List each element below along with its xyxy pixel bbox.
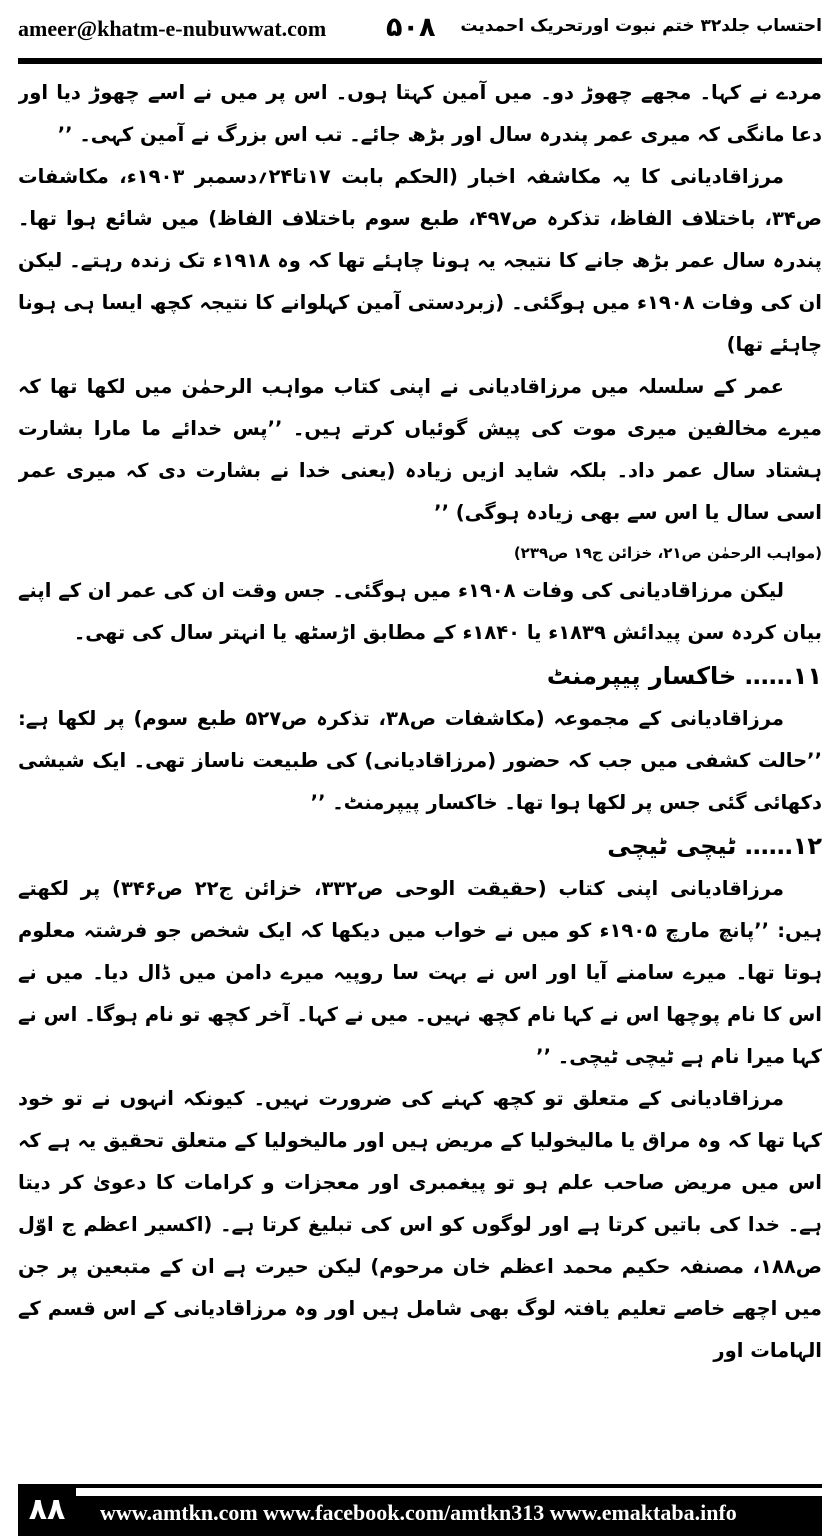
header-email: ameer@khatm-e-nubuwwat.com (18, 16, 327, 41)
paragraph-5: مرزاقادیانی کے مجموعہ (مکاشفات ص۳۸، تذکرہ ص۵۲۷ طبع سوم) پر لکھا ہے: ’’حالت کشفی میں جب کہ حضور (مرزاقادیانی) کی طبیعت ناساز تھی۔ ایک شیشی دکھائی گئی جس پر لکھا ہوا تھا۔ خاکسار پیپرمنٹ۔ ’’ (18, 707, 822, 814)
header-divider (18, 58, 822, 64)
paragraph-7: مرزاقادیانی کے متعلق تو کچھ کہنے کی ضرورت نہیں۔ کیونکہ انہوں نے تو خود کہا تھا کہ وہ مراق یا مالیخولیا کے مریض ہیں اور مالیخولیا کے متعلق تحقیق یہ ہے کہ اس میں مریض صاحب علم ہو تو پیغمبری اور معجزات و کرامات کا دعویٰ کر دیتا ہے۔ خدا کی باتیں کرتا ہے اور لوگوں کو اس کی تبلیغ کرتا ہے۔ (اکسیر اعظم ج اوّل ص۱۸۸، مصنفہ حکیم محمد اعظم خان مرحوم) لیکن حیرت ہے ان کے متبعین پر جن میں اچھے خاصے تعلیم یافتہ لوگ بھی شامل ہیں اور وہ مرزاقادیانی کے اس قسم کے الہامات اور (18, 1087, 822, 1362)
page-body (18, 72, 822, 1440)
section-heading-11: ۱۱…… خاکسار پیپرمنٹ (546, 662, 822, 690)
page-header (18, 10, 822, 54)
footer-links[interactable]: www.amtkn.com www.facebook.com/amtkn313 www.emaktaba.info (100, 1500, 737, 1525)
section-heading-12: ۱۲…… ٹیچی ٹیچی (607, 832, 822, 860)
paragraph-3: عمر کے سلسلہ میں مرزاقادیانی نے اپنی کتاب مواہب الرحمٰن میں لکھا تھا کہ میرے مخالفین میری موت کی پیش گوئیاں کرتے ہیں۔ ’’پس خدائے ما مارا بشارت ہشتاد سال عمر داد۔ بلکہ شاید ازیں زیادہ (یعنی خدا نے بشارت دی کہ میری عمر اسی سال یا اس سے بھی زیادہ ہوگی) ’’ (18, 375, 822, 524)
header-page-number: ۵۰۸ (386, 12, 436, 43)
header-title: احتساب جلد۳۲ ختم نبوت اورتحریک احمدیت (460, 16, 822, 36)
reference-citation: (مواہب الرحمٰن ص۲۱، خزائن ج۱۹ ص۲۳۹) (513, 544, 822, 562)
footer-page-number: ۸۸ (18, 1484, 76, 1536)
paragraph-1: مردے نے کہا۔ مجھے چھوڑ دو۔ میں آمین کہتا ہوں۔ اس پر میں نے اسے چھوڑ دیا اور دعا مانگی کہ میری عمر پندرہ سال اور بڑھ جائے۔ تب اس بزرگ نے آمین کہی۔ ’’ (18, 81, 822, 146)
paragraph-4: لیکن مرزاقادیانی کی وفات ۱۹۰۸ء میں ہوگئی۔ جس وقت ان کی عمر ان کے اپنے بیان کردہ سن پیدائش ۱۸۳۹ء یا ۱۸۴۰ء کے مطابق اڑسٹھ یا انہتر سال کی تھی۔ (18, 579, 822, 644)
paragraph-6: مرزاقادیانی اپنی کتاب (حقیقت الوحی ص۳۳۲، خزائن ج۲۲ ص۳۴۶) پر لکھتے ہیں: ’’پانچ مارچ ۱۹۰۵ء کو میں نے خواب میں دیکھا کہ ایک شخص جو فرشتہ معلوم ہوتا تھا۔ میرے سامنے آیا اور اس نے بہت سا روپیہ میرے دامن میں ڈال دیا۔ میں نے اس کا نام پوچھا اس نے کہا نام کچھ نہیں۔ میں نے کہا۔ آخر کچھ تو نام ہوگا۔ اس نے کہا میرا نام ہے ٹیچی ٹیچی۔ ’’ (18, 877, 822, 1068)
footer-divider (18, 1484, 822, 1488)
paragraph-2: مرزاقادیانی کا یہ مکاشفہ اخبار (الحکم بابت ۱۷تا۲۴؍دسمبر ۱۹۰۳ء، مکاشفات ص۳۴، باختلاف الفاظ، تذکرہ ص۴۹۷، طبع سوم باختلاف الفاظ) میں شائع ہوا تھا۔ پندرہ سال عمر بڑھ جانے کا نتیجہ یہ ہونا چاہئے تھا کہ وہ ۱۹۱۸ء تک زندہ رہتے۔ لیکن ان کی وفات ۱۹۰۸ء میں ہوگئی۔ (زبردستی آمین کہلوانے کا نتیجہ کچھ ایسا ہی ہونا چاہئے تھا) (18, 165, 822, 356)
